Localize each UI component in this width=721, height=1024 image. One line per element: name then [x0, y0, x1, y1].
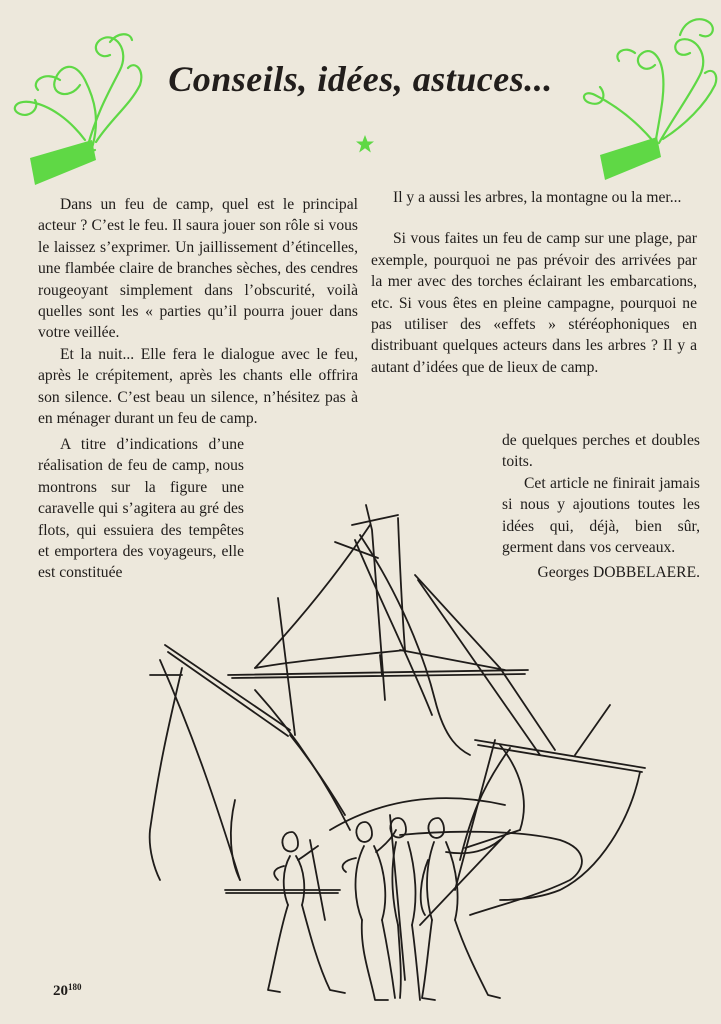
page-title: Conseils, idées, astuces...	[168, 59, 553, 99]
page-number: $20^{180}$	[53, 982, 82, 999]
paragraph: de quelques perches et doubles toits.	[502, 432, 700, 471]
paragraph: Il y a aussi les arbres, la montagne ou la mer...	[393, 189, 682, 206]
signature: Georges DOBBELAERE.	[537, 564, 700, 582]
paragraph: A titre d’indications d’une réalisation de feu de camp, nous montrons sur la figure une caravelle qui s’agitera au gré des flots, qui essuiera des tempêtes et emportera des voyageurs, elle est constituée	[38, 436, 244, 582]
paragraph: Cet article ne finirait jamais si nous y ajoutions toutes les idées qui, déjà, bien sûr, germent dans vos cerveaux.	[502, 474, 700, 557]
paragraph: Dans un feu de camp, quel est le principal acteur ? C’est le feu. Il saura jouer son rôle si vous le laissez s’exprimer. Un jaillissement d’étincelles, une flambée claire de branches sèches, des cendres rougeoyant simplement dans l’obscurité, voilà quelles sont les « parties qu’il pourra jouer dans votre veillée.	[38, 196, 358, 342]
paragraph: Et la nuit... Elle fera le dialogue avec le feu, après le crépitement, après les chants elle offrira son silence. C’est beau un silence, n’hésitez pas à en ménager durant un feu de camp.	[38, 345, 358, 428]
paragraph: Si vous faites un feu de camp sur une plage, par exemple, pourquoi ne pas prévoir des arrivées par la mer avec des torches éclairant les embarcations, etc. Si vous êtes en pleine campagne, pourquoi ne pas utiliser des «effets » stéréophoniques en distribuant quelques acteurs dans les arbres ? Il y a autant d’idées que de lieux de camp.	[371, 230, 697, 376]
